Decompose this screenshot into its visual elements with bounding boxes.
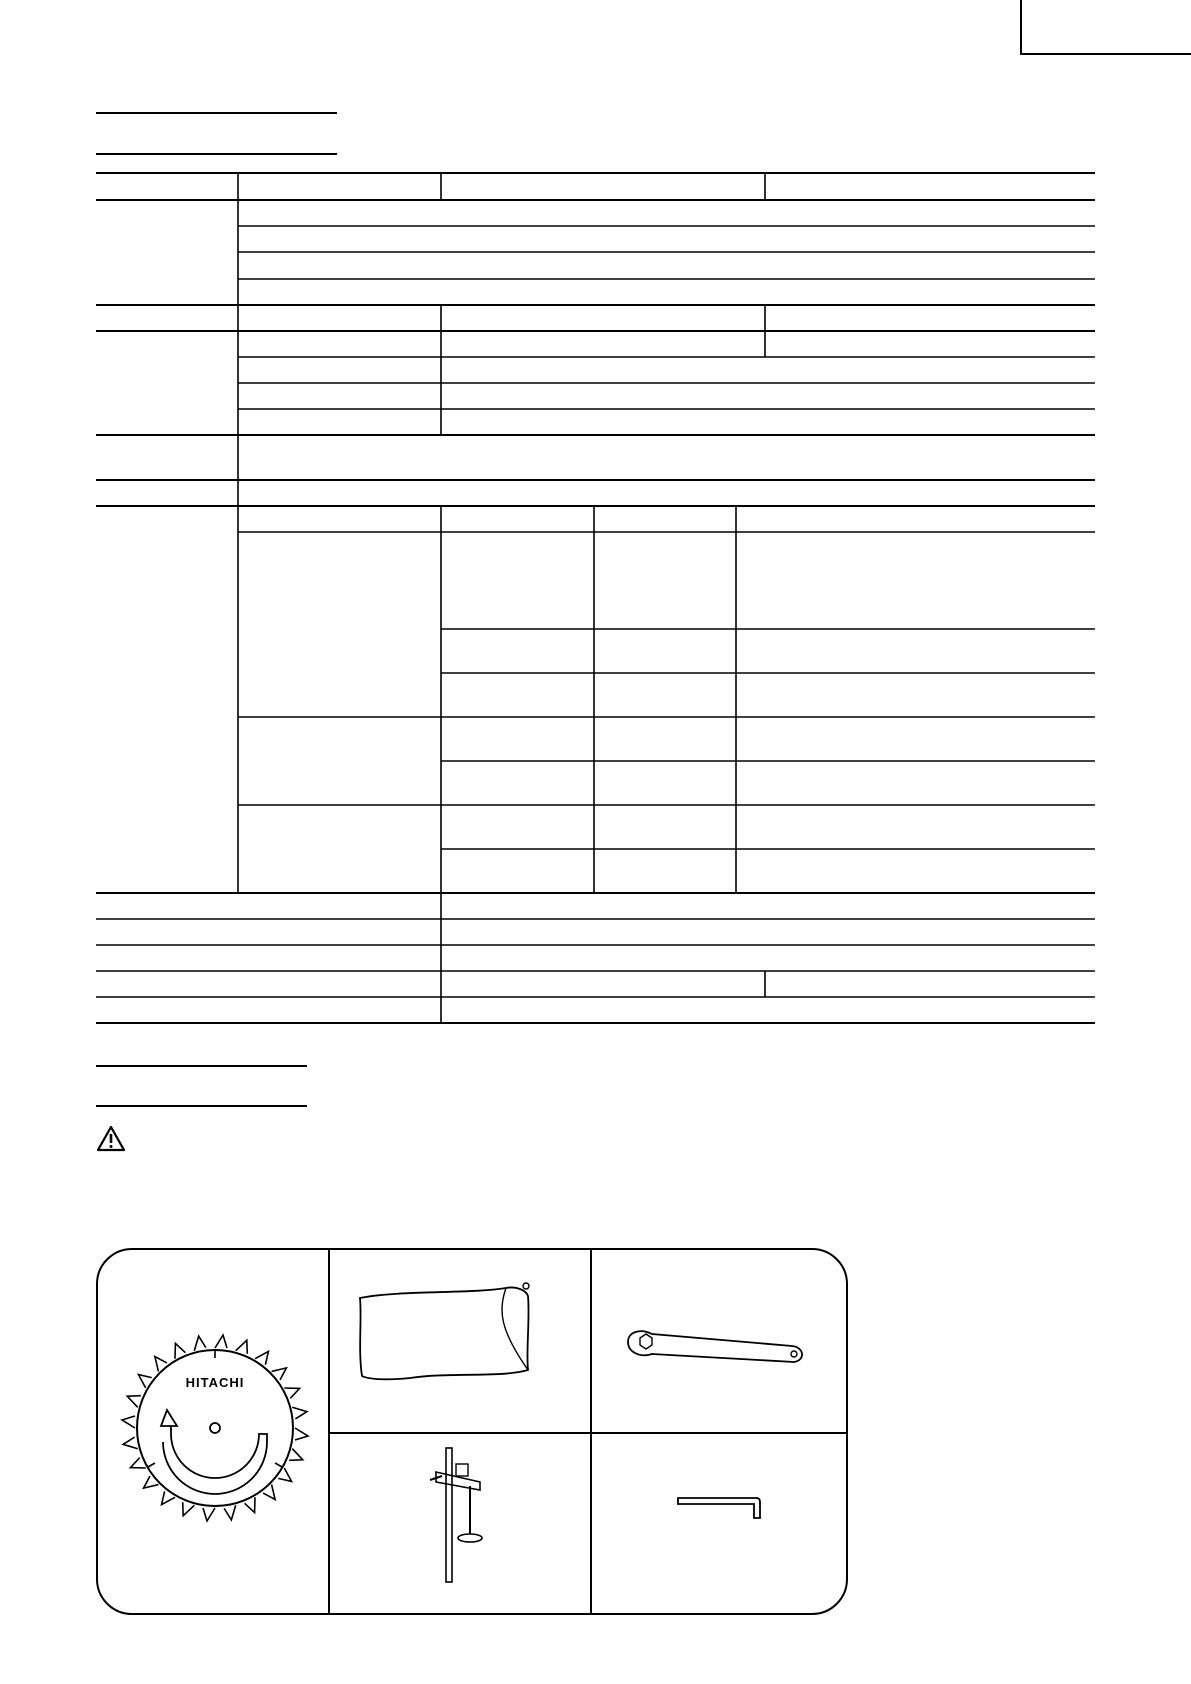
heading-underline-3 bbox=[96, 1065, 307, 1067]
box-wrench-icon bbox=[592, 1250, 848, 1432]
saw-blade-icon bbox=[98, 1250, 328, 1615]
saw-blade bbox=[98, 1250, 328, 1615]
vise-assembly-icon bbox=[330, 1434, 590, 1615]
hex-bar-wrench bbox=[592, 1434, 848, 1615]
vise-assembly bbox=[330, 1434, 590, 1615]
box-wrench bbox=[592, 1250, 848, 1432]
heading-underline-4 bbox=[96, 1105, 307, 1107]
saw-blade-brand: HITACHI bbox=[185, 1375, 245, 1390]
accessories-panel bbox=[96, 1248, 848, 1615]
dust-bag-icon bbox=[330, 1250, 590, 1432]
warning-triangle-icon bbox=[96, 1125, 126, 1152]
hex-bar-wrench-icon bbox=[592, 1434, 848, 1615]
dust-bag bbox=[330, 1250, 590, 1432]
